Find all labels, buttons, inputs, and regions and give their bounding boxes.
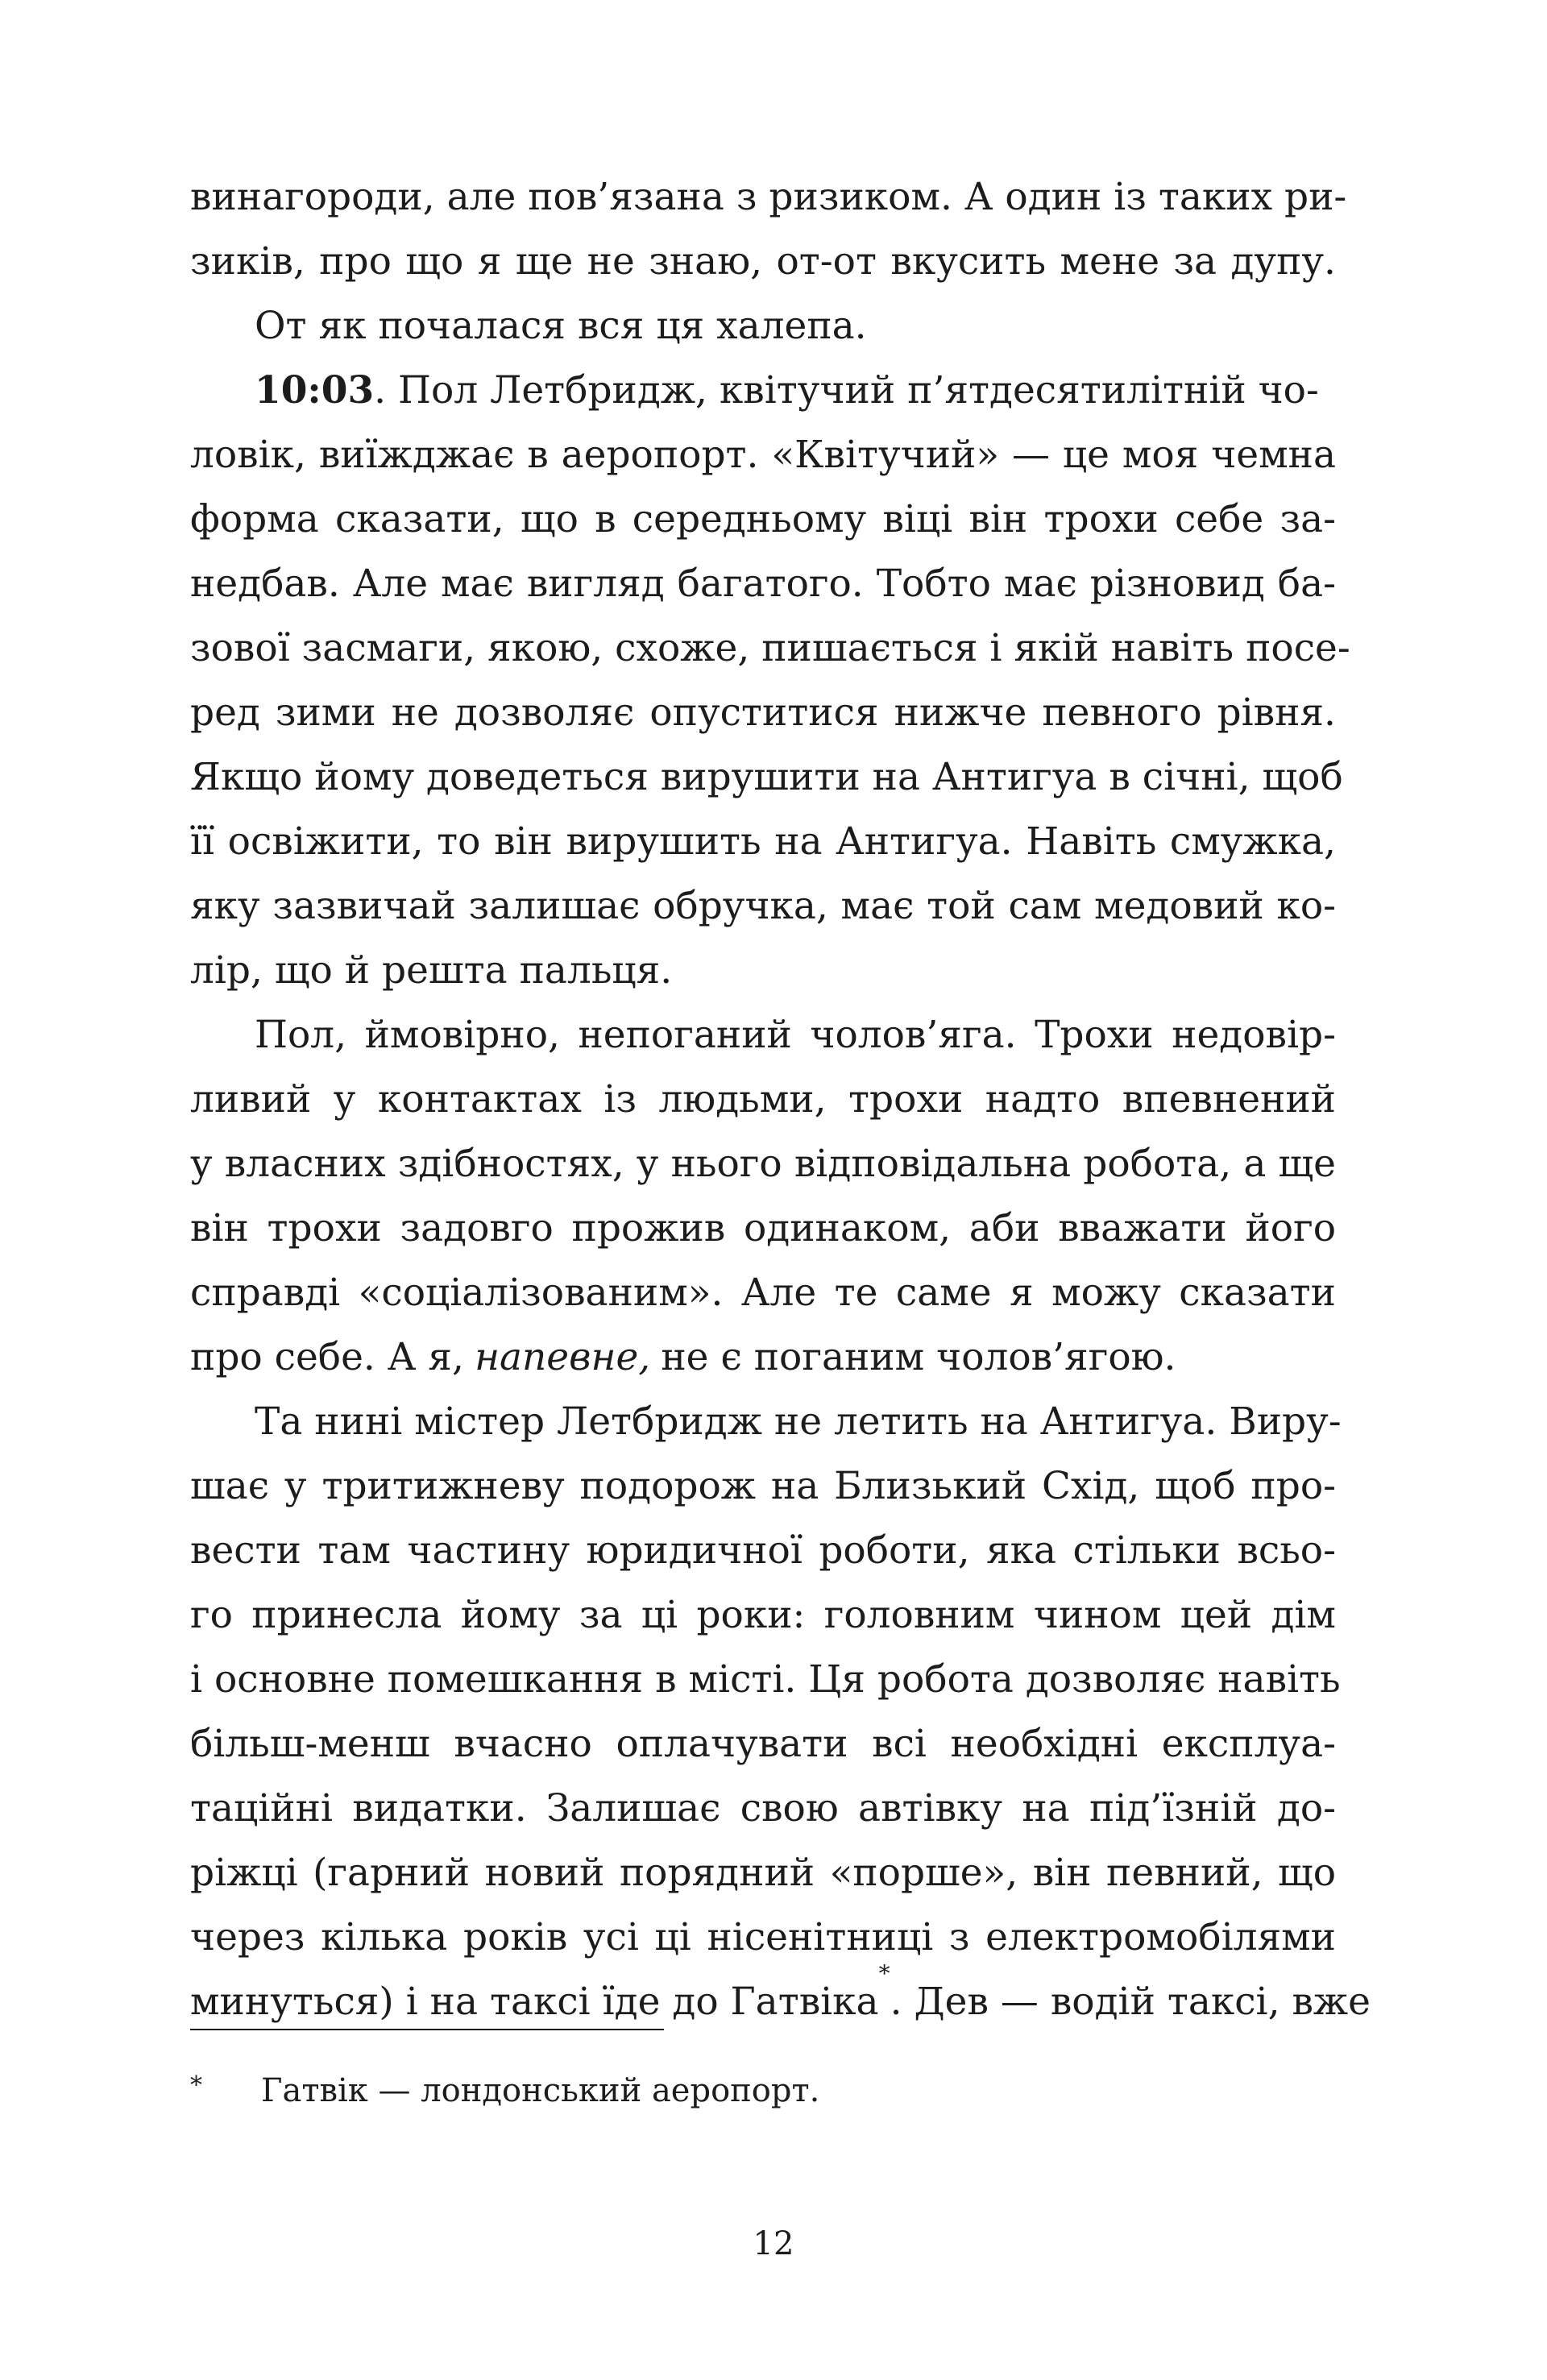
line-text: її освіжити, то він вирушить на Антигуа. Навіть смужка, [190,819,1336,864]
text-line [190,749,1343,806]
line-text: Пол, ймовірно, непоганий чолов’яга. Трохи недовір- [255,1013,1336,1057]
text-line [190,427,1336,483]
line-text: ріжці (гарний новий порядний «порше», він певний, що [190,1851,1336,1895]
line-text: яку зазвичай залишає обручка, має той сам медовий ко- [190,884,1336,928]
line-text: справді «соціалізованим». Але те саме я можу сказати [190,1271,1336,1315]
text-line [190,1458,1336,1515]
line-text: про себе. А я, [190,1335,464,1379]
text-line [190,1329,1336,1386]
line-text: недбав. Але має вигляд багатого. Тобто має різновид ба- [190,562,1336,606]
text-line [190,1960,1371,2030]
text-line [190,1587,1336,1644]
line-text: не є поганим чолов’ягою. [661,1335,1176,1379]
line-text: . Дев — водій таксі, вже [890,1980,1371,2024]
line-text: Та нині містер Летбридж не летить на Антигуа. Виру- [255,1399,1342,1444]
line-text: зової засмаги, якою, схоже, пишається і якій навіть посе- [190,626,1350,670]
line-text: . Пол Летбридж, квітучий п’ятдесятилітній чо- [374,368,1319,413]
text-line [190,943,1336,999]
text-line [190,878,1336,935]
text-line [190,234,1336,290]
line-text: у власних здібностях, у нього відповідальна робота, а ще [190,1142,1336,1186]
paragraph-line [190,1007,1336,1064]
text-line [190,1652,1341,1708]
text-line [190,814,1336,870]
line-text: ливий у контактах із людьми, трохи надто впевнений [190,1077,1336,1122]
footnote-reference[interactable]: * [878,1960,890,1987]
text-line [190,169,1347,226]
line-text: вести там частину юридичної роботи, яка стільки всьо- [190,1528,1336,1573]
italic-word: напевне, [475,1335,651,1379]
text-line [190,620,1350,677]
paragraph-line [190,1394,1342,1450]
line-text: ред зими не дозволяє опуститися нижче певного рівня. [190,690,1336,735]
text-line [190,1200,1336,1257]
footnote [190,2067,1336,2115]
paragraph-line [190,298,1336,355]
line-text: го принесла йому за ці роки: головним чином цей дім [190,1593,1336,1637]
text-line [190,491,1336,548]
text-line [190,1716,1336,1773]
text-line [190,1265,1336,1321]
line-text: От як почалася вся ця халепа. [255,304,867,348]
line-text: шає у тритижневу подорож на Близький Схід, щоб про- [190,1464,1336,1508]
line-text: ловік, виїжджає в аеропорт. «Квітучий» — це моя чемна [190,433,1336,477]
line-text: через кілька років усі ці нісенітниці з електромобілями [190,1915,1336,1959]
page-number: 12 [753,2225,794,2262]
timestamp: 10:03 [255,368,375,413]
line-text: лір, що й решта пальця. [190,948,673,993]
text-line [190,556,1336,612]
line-text: зиків, про що я ще не знаю, от-от вкусить мене за дупу. [190,239,1336,284]
line-text: і основне помешкання в місті. Ця робота дозволяє навіть [190,1657,1341,1702]
paragraph-line [190,363,1336,419]
footnote-text: Гатвік — лондонський аеропорт. [261,2072,820,2109]
text-line [190,1523,1336,1579]
footnote-separator [190,2029,664,2030]
line-text: більш-менш вчасно оплачувати всі необхідні експлуа- [190,1722,1336,1766]
text-line [190,685,1336,741]
line-text: форма сказати, що в середньому віці він трохи себе за- [190,497,1336,541]
line-text: Якщо йому доведеться вирушити на Антигуа в січні, щоб [190,755,1343,799]
line-text: він трохи задовго прожив одинаком, аби вважати його [190,1206,1336,1250]
text-line [190,1909,1336,1966]
line-text: таційні видатки. Залишає свою автівку на під’їзній до- [190,1786,1336,1831]
line-text: минуться) і на таксі їде до Гатвіка [190,1980,879,2024]
line-text: винагороди, але пов’язана з ризиком. А один із таких ри- [190,175,1347,219]
text-line [190,1781,1336,1837]
text-line [190,1136,1336,1192]
footnote-marker: * [190,2071,202,2100]
text-line [190,1072,1336,1128]
text-line [190,1845,1336,1901]
